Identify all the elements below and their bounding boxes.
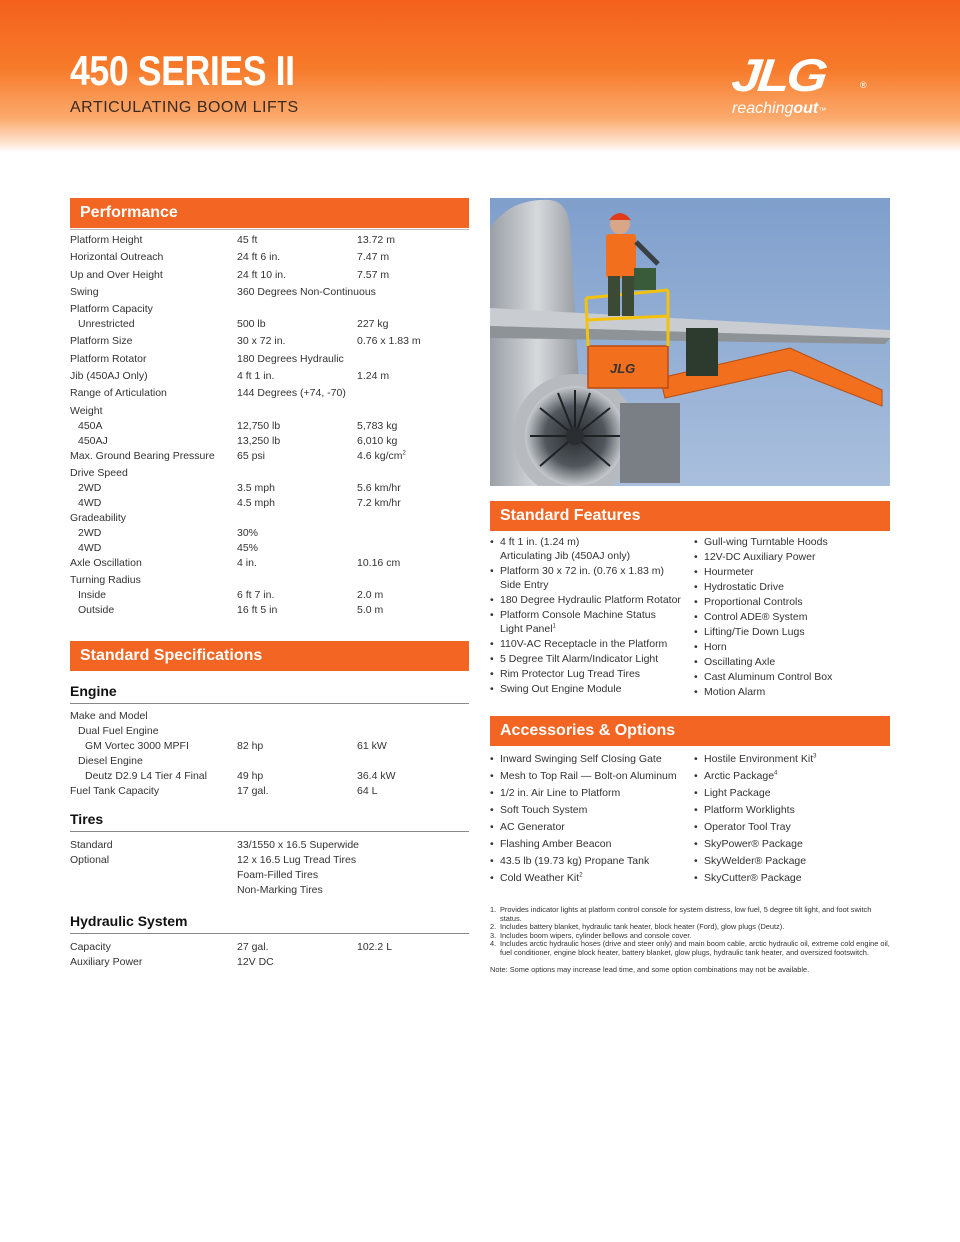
spec-label: Auxiliary Power [70, 956, 143, 968]
list-item-text: Platform 30 x 72 in. (0.76 x 1.83 m) [500, 565, 664, 577]
spec-imperial: 49 hp [237, 770, 264, 782]
engine-heading: Engine [70, 683, 469, 704]
platform-logo-text: JLG [610, 361, 636, 376]
spec-label: 450A [78, 419, 103, 432]
list-item [694, 535, 890, 549]
spec-metric-value: 5.0 m [357, 604, 384, 617]
spec-label: 2WD [78, 526, 102, 539]
spec-metric [357, 434, 397, 449]
spec-metric [357, 496, 401, 511]
spec-row [70, 940, 469, 955]
spec-imperial: 13,250 lb [237, 434, 281, 447]
spec-row [70, 268, 469, 285]
spec-label: Platform Size [70, 335, 133, 348]
standard-features-heading: Standard Features [490, 501, 890, 531]
spec-row [70, 603, 469, 618]
list-item-text: Hydrostatic Drive [704, 581, 784, 593]
spec-metric-sup: 2 [402, 450, 406, 457]
spec-metric-value: 7.2 km/hr [357, 496, 401, 509]
list-item [694, 854, 890, 868]
spec-label: Diesel Engine [78, 755, 143, 767]
logo-mark: JLG [729, 49, 828, 101]
spec-metric [357, 769, 396, 784]
spec-metric-value: 10.16 cm [357, 556, 401, 569]
spec-row [70, 868, 469, 883]
spec-row [70, 419, 469, 434]
footnote-text: Includes arctic hydraulic hoses (drive and steer only) and main boom cable, arctic hydraulic oil, extreme cold engine oil, fuel conditioner, engine block heater, battery blanket, glow plugs, hydraulic tank heater, and oversized footswitch. [500, 939, 890, 957]
list-item-text: Lifting/Tie Down Lugs [704, 626, 805, 638]
spec-label: Standard [70, 839, 113, 851]
spec-metric [357, 603, 383, 618]
list-item-text: SkyPower® Package [704, 838, 803, 850]
footnote-number: 2. [490, 922, 497, 932]
spec-metric-value: 61 kW [357, 740, 387, 752]
list-item [694, 580, 890, 594]
spec-row [70, 883, 469, 898]
standard-features-left-list [490, 535, 690, 697]
spec-metric-value: 4.6 kg/cm [357, 449, 403, 462]
list-item-text: Cast Aluminum Control Box [704, 671, 833, 683]
list-item-text: 4 ft 1 in. (1.24 m) [500, 536, 580, 548]
spec-row [70, 588, 469, 603]
spec-metric [357, 784, 377, 799]
list-item-text: SkyWelder® Package [704, 855, 807, 867]
footnote-text: Includes battery blanket, hydraulic tank heater, block heater (Ford), glow plugs (Deutz). [500, 922, 785, 932]
logo-tagline [732, 100, 826, 118]
spec-label: Make and Model [70, 710, 148, 722]
list-item [490, 608, 690, 636]
spec-metric-value: 7.57 m [357, 268, 390, 281]
list-item [490, 820, 690, 834]
spec-metric-value: 1.24 m [357, 370, 390, 383]
list-item [490, 752, 690, 766]
page-header [0, 0, 960, 152]
spec-label: Platform Rotator [70, 352, 147, 365]
tires-table [70, 838, 469, 898]
accessories-right-list [694, 752, 890, 888]
list-item [490, 535, 690, 563]
spec-metric-value: 2.0 m [357, 589, 384, 602]
spec-row [70, 449, 469, 466]
spec-metric [357, 419, 397, 434]
spec-metric [357, 317, 389, 332]
spec-row [70, 511, 469, 526]
spec-row [70, 466, 469, 481]
list-item-text: Operator Tool Tray [704, 821, 791, 833]
spec-imperial: Non-Marking Tires [237, 884, 323, 896]
list-item [490, 593, 690, 607]
spec-label: Turning Radius [70, 574, 141, 587]
list-item-text: Gull-wing Turntable Hoods [704, 536, 828, 548]
spec-row [70, 739, 469, 754]
list-item-text: Platform Worklights [704, 804, 795, 816]
list-item-text: Hourmeter [704, 566, 754, 578]
spec-metric-value: 5,783 kg [357, 419, 398, 432]
jlg-logo [729, 49, 892, 122]
list-item [694, 640, 890, 654]
spec-row [70, 496, 469, 511]
spec-imperial: 45% [237, 541, 259, 554]
list-item-text: Oscillating Axle [704, 656, 776, 668]
footnote-list [490, 906, 890, 958]
spec-imperial: 30 x 72 in. [237, 335, 286, 348]
list-item-text-line2: Light Panel [500, 623, 553, 635]
performance-rule [70, 229, 469, 230]
hydraulic-heading: Hydraulic System [70, 913, 469, 934]
performance-heading: Performance [70, 198, 469, 228]
spec-metric-value: 6,010 kg [357, 434, 398, 447]
spec-label: Up and Over Height [70, 268, 163, 281]
list-item [490, 837, 690, 851]
list-item [490, 786, 690, 800]
tagline-part-b: out [793, 100, 819, 117]
spec-row [70, 709, 469, 724]
logo-registered: ® [860, 80, 867, 90]
spec-imperial: 27 gal. [237, 941, 269, 953]
spec-row [70, 724, 469, 739]
list-item [694, 550, 890, 564]
hydraulic-table [70, 940, 469, 970]
spec-metric-value: 0.76 x 1.83 m [357, 335, 421, 348]
spec-label: Unrestricted [78, 318, 135, 331]
list-item [694, 752, 890, 766]
spec-row [70, 573, 469, 588]
list-item [694, 610, 890, 624]
list-item [694, 871, 890, 885]
spec-row [70, 386, 469, 403]
spec-metric [357, 556, 400, 571]
spec-imperial: 6 ft 7 in. [237, 589, 275, 602]
spec-row [70, 404, 469, 419]
list-item-text: Arctic Package [704, 770, 775, 782]
list-item-text: Inward Swinging Self Closing Gate [500, 753, 662, 765]
spec-imperial: 360 Degrees Non-Continuous [237, 285, 376, 298]
spec-row [70, 784, 469, 799]
spec-label: Platform Height [70, 234, 143, 246]
spec-row [70, 526, 469, 541]
spec-imperial: 3.5 mph [237, 481, 275, 494]
list-item-text: 43.5 lb (19.73 kg) Propane Tank [500, 855, 650, 867]
spec-row [70, 285, 469, 302]
spec-label: Jib (450AJ Only) [70, 370, 148, 383]
footnote-ref: 2 [579, 872, 583, 879]
spec-label: GM Vortec 3000 MPFI [85, 740, 189, 752]
list-item-text: Mesh to Top Rail — Bolt-on Aluminum [500, 770, 677, 782]
spec-metric-value: 36.4 kW [357, 770, 396, 782]
spec-imperial: 180 Degrees Hydraulic [237, 352, 344, 365]
list-item [490, 769, 690, 783]
spec-metric-value: 5.6 km/hr [357, 481, 401, 494]
spec-label: Platform Capacity [70, 303, 153, 316]
list-item-text: Horn [704, 641, 727, 653]
spec-metric [357, 481, 401, 496]
spec-label: 4WD [78, 496, 102, 509]
list-item-text: 12V-DC Auxiliary Power [704, 551, 816, 563]
standard-features-right-list [694, 535, 890, 700]
list-item [490, 854, 690, 868]
footnote-ref: 1 [552, 623, 556, 630]
spec-imperial: 144 Degrees (+74, -70) [237, 387, 346, 400]
spec-row [70, 541, 469, 556]
options-note: Note: Some options may increase lead time, and some option combinations may not be available. [490, 964, 810, 974]
spec-label: Swing [70, 285, 99, 298]
spec-imperial: 17 gal. [237, 785, 269, 797]
spec-label: Deutz D2.9 L4 Tier 4 Final [85, 770, 207, 782]
spec-imperial: 33/1550 x 16.5 Superwide [237, 839, 360, 851]
tires-heading: Tires [70, 811, 469, 832]
list-item-text: Hostile Environment Kit [704, 753, 814, 765]
list-item-text: SkyCutter® Package [704, 872, 802, 884]
spec-metric [357, 369, 389, 384]
standard-specs-heading: Standard Specifications [70, 641, 469, 671]
spec-row [70, 838, 469, 853]
spec-row [70, 556, 469, 573]
spec-metric-value: 7.47 m [357, 251, 390, 264]
spec-metric [357, 940, 392, 955]
spec-row [70, 334, 469, 351]
spec-label: Optional [70, 854, 110, 866]
list-item [490, 564, 690, 592]
spec-imperial: 16 ft 5 in [237, 604, 278, 617]
spec-metric [357, 449, 406, 464]
list-item [694, 786, 890, 800]
list-item [694, 837, 890, 851]
list-item-text-line2: Articulating Jib (450AJ only) [500, 550, 631, 562]
spec-metric-value: 13.72 m [357, 234, 395, 246]
list-item-text: Soft Touch System [500, 804, 588, 816]
list-item [694, 820, 890, 834]
footnotes [490, 906, 890, 974]
spec-metric-value: 102.2 L [357, 941, 393, 953]
engine-table [70, 709, 469, 799]
spec-label: Capacity [70, 941, 111, 953]
spec-row [70, 955, 469, 970]
list-item-text: Light Package [704, 787, 771, 799]
spec-row [70, 754, 469, 769]
list-item [694, 769, 890, 783]
page-subtitle: ARTICULATING BOOM LIFTS [70, 99, 299, 116]
spec-row [70, 233, 469, 250]
page-title: 450 SERIES II [70, 47, 295, 94]
list-item [694, 655, 890, 669]
footnote-number: 4. [490, 939, 497, 949]
spec-imperial: 30% [237, 526, 259, 539]
spec-row [70, 481, 469, 496]
list-item [490, 682, 690, 696]
list-item-text: Flashing Amber Beacon [500, 838, 612, 850]
list-item-text: Motion Alarm [704, 686, 766, 698]
spec-imperial: 4.5 mph [237, 496, 275, 509]
spec-label: 2WD [78, 481, 102, 494]
spec-row [70, 352, 469, 369]
footnote [490, 906, 890, 923]
spec-label: Dual Fuel Engine [78, 725, 159, 737]
accessories-heading: Accessories & Options [490, 716, 890, 746]
spec-row [70, 317, 469, 334]
list-item-text: 110V-AC Receptacle in the Platform [500, 638, 668, 650]
list-item [490, 667, 690, 681]
spec-imperial: 4 in. [237, 556, 257, 569]
spec-imperial: 12 x 16.5 Lug Tread Tires [237, 854, 357, 866]
list-item [694, 625, 890, 639]
spec-imperial: 12V DC [237, 956, 274, 968]
spec-imperial: Foam-Filled Tires [237, 869, 319, 881]
footnote-ref: 4 [774, 770, 778, 777]
boom-lift-illustration [490, 198, 890, 486]
spec-label: Fuel Tank Capacity [70, 785, 160, 797]
list-item [694, 803, 890, 817]
spec-metric-value: 227 kg [357, 318, 389, 331]
spec-imperial: 65 psi [237, 449, 266, 462]
list-item-text: Platform Console Machine Status [500, 609, 656, 621]
spec-label: Max. Ground Bearing Pressure [70, 449, 215, 462]
spec-metric-value: 64 L [357, 785, 378, 797]
spec-label: Horizontal Outreach [70, 251, 164, 264]
spec-label: 450AJ [78, 434, 108, 447]
list-item-text: AC Generator [500, 821, 565, 833]
list-item-text: Proportional Controls [704, 596, 803, 608]
list-item [694, 670, 890, 684]
spec-label: Range of Articulation [70, 387, 167, 400]
list-item [490, 637, 690, 651]
spec-label: 4WD [78, 541, 102, 554]
spec-row [70, 302, 469, 317]
list-item-text: 5 Degree Tilt Alarm/Indicator Light [500, 653, 659, 665]
spec-imperial: 24 ft 10 in. [237, 268, 287, 281]
spec-imperial: 4 ft 1 in. [237, 370, 275, 383]
accessories-left-list [490, 752, 690, 888]
spec-metric [357, 233, 395, 248]
spec-label: Weight [70, 404, 103, 417]
spec-label: Axle Oscillation [70, 556, 142, 569]
spec-imperial: 500 lb [237, 318, 266, 331]
list-item [490, 871, 690, 885]
spec-imperial: 45 ft [237, 234, 258, 246]
spec-row [70, 369, 469, 386]
spec-row [70, 434, 469, 449]
spec-row [70, 769, 469, 784]
spec-metric [357, 334, 421, 349]
spec-imperial: 24 ft 6 in. [237, 251, 281, 264]
spec-label: Gradeability [70, 511, 127, 524]
spec-metric [357, 268, 389, 283]
product-photo [490, 198, 890, 486]
footnote-text: Includes boom wipers, cylinder bellows and console cover. [500, 930, 692, 940]
footnote [490, 940, 890, 957]
spec-label: Outside [78, 604, 115, 617]
spec-imperial: 82 hp [237, 740, 264, 752]
footnote-text: Provides indicator lights at platform control console for system distress, low fuel, 5 degree tilt light, and foot switch status. [500, 905, 872, 923]
spec-metric [357, 739, 387, 754]
spec-label: Inside [78, 589, 107, 602]
list-item-text-line2: Side Entry [500, 579, 549, 591]
spec-metric [357, 588, 383, 603]
list-item [694, 685, 890, 699]
spec-row [70, 853, 469, 868]
footnote-number: 3. [490, 930, 497, 940]
performance-table [70, 233, 469, 618]
list-item [694, 565, 890, 579]
spec-label: Drive Speed [70, 466, 128, 479]
spec-metric [357, 250, 389, 265]
list-item [694, 595, 890, 609]
tagline-part-a: reaching [732, 100, 794, 117]
list-item-text: Swing Out Engine Module [500, 683, 622, 695]
list-item-text: Cold Weather Kit [500, 872, 580, 884]
footnote-number: 1. [490, 905, 497, 914]
list-item [490, 652, 690, 666]
spec-imperial: 12,750 lb [237, 419, 281, 432]
list-item-text: Control ADE® System [704, 611, 808, 623]
spec-row [70, 250, 469, 267]
list-item-text: Rim Protector Lug Tread Tires [500, 668, 641, 680]
footnote-ref: 3 [813, 753, 817, 760]
list-item-text: 1/2 in. Air Line to Platform [500, 787, 621, 799]
list-item [490, 803, 690, 817]
list-item-text: 180 Degree Hydraulic Platform Rotator [500, 594, 681, 606]
tagline-tm: ™ [818, 106, 827, 115]
